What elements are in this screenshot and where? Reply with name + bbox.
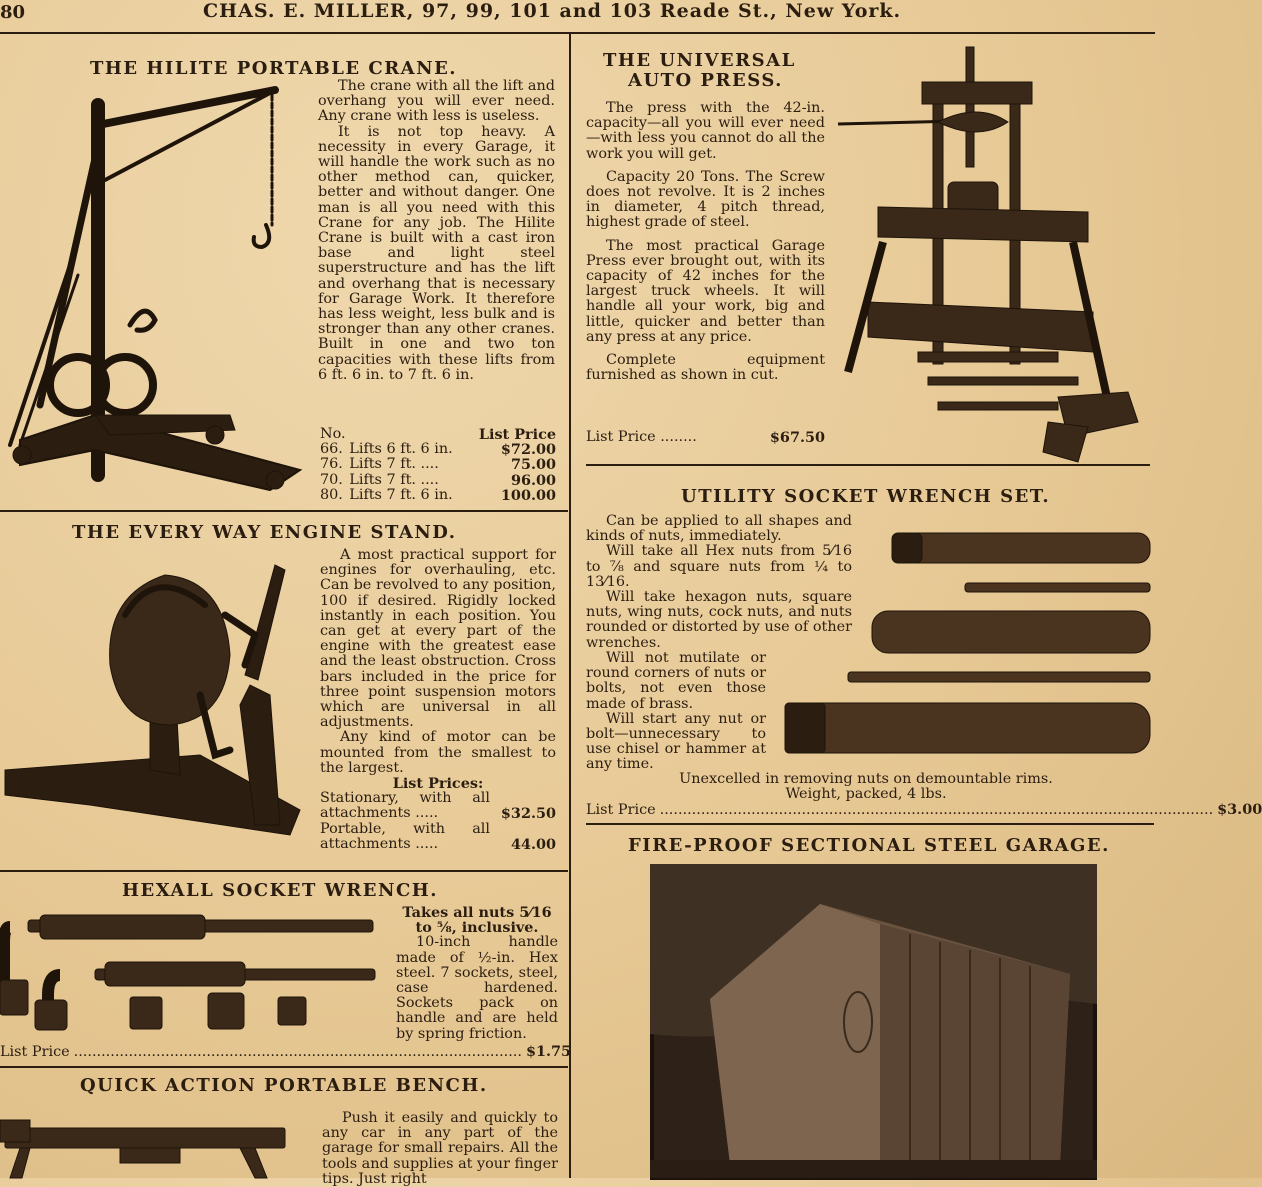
press-title-line-1: THE UNIVERSAL — [603, 50, 796, 71]
utility-para-2: Will take all Hex nuts from 5⁄16 to ⅞ and square nuts from ¼ to 13⁄16. — [586, 543, 852, 590]
utility-para-5: Will start any nut or bolt—unnecessary to use chisel or hammer at any time. — [586, 710, 766, 773]
crane-para-1: The crane with all the lift and overhang you will ever need. Any crane with less is useless. — [318, 78, 555, 125]
engine-stand-illustration — [0, 555, 305, 855]
utility-para-3: Will take hexagon nuts, square nuts, wing nuts, cock nuts, and nuts rounded or distorted by use of other wrenches. — [586, 589, 852, 651]
bench-title: QUICK ACTION PORTABLE BENCH. — [80, 1075, 488, 1096]
engine-stand-portable-row — [320, 822, 556, 852]
header-text: CHAS. E. MILLER, 97, 99, 101 and 103 Reade St., New York. — [203, 0, 902, 22]
section-rule — [586, 823, 1154, 825]
crane-illustration — [0, 85, 310, 495]
utility-para-4: Will not mutilate or round corners of nuts or bolts, not even those made of brass. — [586, 650, 766, 712]
engine-stand-portable-label: Portable, with all attachments ..... — [320, 820, 490, 852]
hexall-para-1: Takes all nuts 5⁄16 to ⅝, inclusive. — [402, 904, 552, 937]
page-header — [0, 0, 1170, 32]
utility-para-6: Unexcelled in removing nuts on demountable rims. — [679, 771, 1053, 787]
press-para-1: The press with the 42-in. capacity—all you will ever need—with less you cannot do all the work you will get. — [586, 100, 825, 162]
crane-para-2: It is not top heavy. A necessity in every Garage, it will handle the work such as no other method can, quicker, better and without danger. One man is all you need with this Crane for any job. The Hilite Crane is built with a cast iron base and light steel superstructure and has the lift and overhang that is necessary for Garage Work. It therefore has less weight, less bulk and is stronger than any other cranes. Built in one and two ton capacities with these lifts from 6 ft. 6 in. to 7 ft. 6 in. — [318, 123, 555, 383]
utility-price: $3.00 — [1217, 801, 1262, 818]
table-row — [320, 457, 556, 472]
crane-row-no: 76. — [320, 456, 343, 473]
press-description — [586, 101, 825, 383]
hexall-list-price-label: List Price — [0, 1044, 70, 1060]
engine-stand-stationary-price: $32.50 — [500, 805, 556, 823]
hexall-price: $1.75 — [525, 1043, 572, 1060]
table-row — [320, 488, 556, 503]
utility-list-price-label: List Price — [586, 802, 656, 818]
section-rule — [0, 1066, 568, 1068]
crane-description — [318, 79, 555, 383]
header-rule — [0, 32, 1155, 34]
garage-photo — [650, 864, 1097, 1178]
press-para-4: Complete equipment furnished as shown in cut. — [586, 352, 825, 384]
press-para-2: Capacity 20 Tons. The Screw does not revolve. It is 2 inches in diameter, 4 pitch thread, highest grade of steel. — [586, 168, 825, 231]
crane-row-lift: Lifts 7 ft. .... — [349, 471, 439, 488]
table-row — [320, 473, 556, 488]
crane-row-price: 100.00 — [500, 486, 556, 504]
utility-illustration — [780, 525, 1158, 760]
crane-row-price: $72.00 — [500, 441, 556, 459]
press-list-price-label: List Price ........ — [586, 429, 697, 445]
crane-row-lift: Lifts 7 ft. .... — [349, 456, 439, 473]
table-row — [320, 442, 556, 457]
hexall-title: HEXALL SOCKET WRENCH. — [122, 880, 439, 901]
press-title-line-2: AUTO PRESS. — [628, 70, 783, 91]
utility-footer — [586, 772, 1146, 802]
utility-para-1: Can be applied to all shapes and kinds of nuts, immediately. — [586, 513, 852, 545]
crane-col-price: List Price — [478, 426, 556, 443]
column-divider — [569, 34, 571, 1178]
hexall-description — [396, 905, 558, 1042]
hexall-price-line — [0, 1043, 572, 1060]
utility-title: UTILITY SOCKET WRENCH SET. — [681, 486, 1051, 507]
garage-title: FIRE-PROOF SECTIONAL STEEL GARAGE. — [628, 835, 1110, 856]
crane-row-no: 80. — [320, 486, 343, 503]
bench-description — [322, 1111, 558, 1187]
crane-row-price: 75.00 — [510, 456, 556, 474]
engine-stand-portable-price: 44.00 — [510, 835, 556, 853]
engine-stand-list-prices-label: List Prices: — [392, 775, 484, 793]
crane-price-table — [320, 427, 556, 503]
utility-weight: Weight, packed, 4 lbs. — [785, 786, 947, 803]
page-number: 80 — [0, 2, 26, 23]
engine-stand-para-2: Any kind of motor can be mounted from the smallest to the largest. — [320, 729, 556, 776]
bench-illustration — [0, 1108, 310, 1178]
press-para-3: The most practical Garage Press ever brought out, with its capacity of 42 inches for the largest truck wheels. It will handle all your work, big and little, quicker and better than any press at any price. — [586, 237, 825, 345]
press-price: $67.50 — [769, 429, 825, 446]
hexall-illustration — [0, 905, 385, 1040]
crane-title: THE HILITE PORTABLE CRANE. — [90, 58, 458, 79]
engine-stand-stationary-label: Stationary, with all attachments ..... — [320, 790, 490, 822]
engine-stand-stationary-row — [320, 791, 556, 821]
section-rule — [0, 510, 568, 512]
crane-row-no: 70. — [320, 471, 343, 488]
crane-row-no: 66. — [320, 441, 343, 458]
crane-row-lift: Lifts 6 ft. 6 in. — [349, 441, 453, 458]
crane-row-lift: Lifts 7 ft. 6 in. — [349, 486, 453, 503]
section-rule — [0, 870, 568, 872]
section-rule — [586, 464, 1150, 466]
engine-stand-title: THE EVERY WAY ENGINE STAND. — [72, 522, 457, 543]
utility-price-line — [586, 801, 1262, 818]
utility-leader-dots: ......................................................................................................................... — [659, 802, 1214, 818]
hexall-leader-dots: .................................................................................................. — [73, 1044, 522, 1060]
engine-stand-description — [320, 548, 556, 852]
bench-para-1: Push it easily and quickly to any car in any part of the garage for small repairs. All the tools and supplies at your finger tips. Just right — [322, 1110, 558, 1187]
hexall-para-2: 10-inch handle made of ½-in. Hex steel. 7 sockets, steel, case hardened. Sockets pack on handle and are held by spring friction. — [396, 934, 558, 1042]
utility-description-bottom — [586, 651, 766, 773]
crane-row-price: 96.00 — [510, 471, 556, 489]
engine-stand-para-1: A most practical support for engines for overhauling, etc. Can be revolved to any position, 100 if desired. Rigidly locked instantly in each position. You can get at every part of the engine with the greatest ease and the least obstruction. Cross bars included in the price for three point suspension motors which are universal in all adjustments. — [320, 547, 556, 731]
press-illustration — [838, 42, 1148, 462]
crane-col-no: No. — [320, 426, 346, 442]
press-price-line — [586, 429, 825, 446]
